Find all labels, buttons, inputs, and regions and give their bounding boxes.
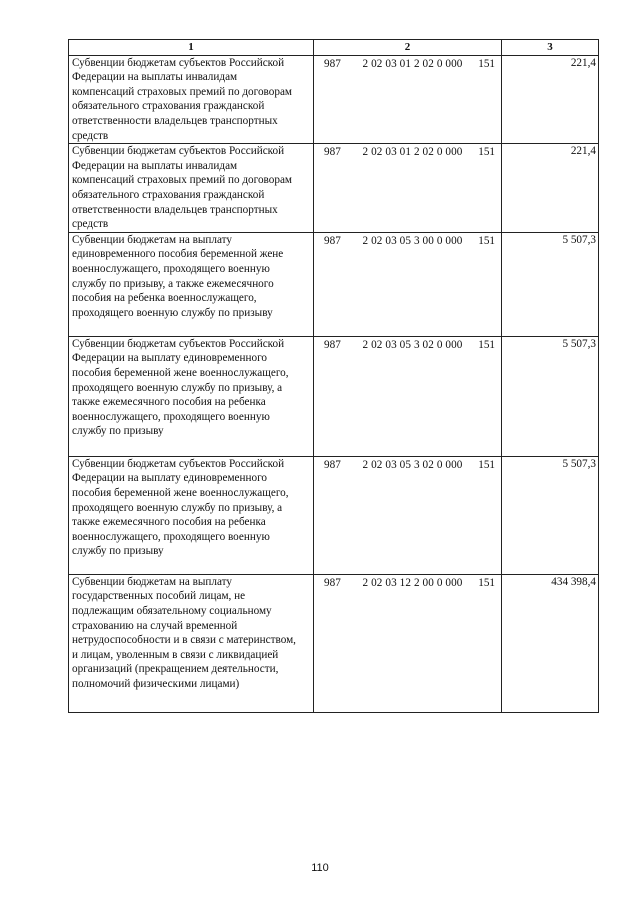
row-amount: 434 398,4 (502, 574, 599, 712)
table-row (69, 144, 599, 233)
row-amount: 5 507,3 (502, 456, 599, 574)
row-description: Субвенции бюджетам субъектов Российской Федерации на выплаты инвалидам компенсаций страховых премий по договорам обязательного страхования гражданской ответственности владельцев транспортных средств (69, 144, 314, 233)
admin-code: 987 (324, 576, 341, 589)
budget-classification-code: 2 02 03 05 3 02 0 000 (362, 458, 463, 471)
row-description: Субвенции бюджетам на выплату государственных пособий лицам, не подлежащим обязательному социальному страхованию на случай временной нетрудоспособности и в связи с материнством, и лицам, уволенным в связи с ликвидацией организаций (прекращением деятельности, полномочий физическими лицами) (69, 574, 314, 712)
table-row (69, 574, 599, 712)
row-code-cell (314, 232, 502, 336)
header-row (69, 40, 599, 56)
row-amount: 221,4 (502, 55, 599, 144)
kosgu-code: 151 (478, 338, 495, 351)
budget-classification-code: 2 02 03 05 3 00 0 000 (362, 234, 463, 247)
kosgu-code: 151 (478, 576, 495, 589)
budget-classification-code: 2 02 03 12 2 00 0 000 (362, 576, 463, 589)
row-description: Субвенции бюджетам субъектов Российской Федерации на выплату единовременного пособия беременной жене военнослужащего, проходящего военную службу по призыву, а также ежемесячного пособия на ребенка военнослужащего, проходящего военную службу по призыву (69, 456, 314, 574)
kosgu-code: 151 (478, 57, 495, 70)
row-description: Субвенции бюджетам на выплату единовременного пособия беременной жене военнослужащего, проходящего военную службу по призыву, а также ежемесячного пособия на ребенка военнослужащего, проходящего военную службу по призыву (69, 232, 314, 336)
row-amount: 221,4 (502, 144, 599, 233)
kosgu-code: 151 (478, 458, 495, 471)
budget-classification-code: 2 02 03 05 3 02 0 000 (362, 338, 463, 351)
row-code-cell (314, 456, 502, 574)
row-amount: 5 507,3 (502, 336, 599, 456)
table-row (69, 456, 599, 574)
admin-code: 987 (324, 338, 341, 351)
budget-classification-code: 2 02 03 01 2 02 0 000 (362, 146, 463, 159)
row-code-cell (314, 574, 502, 712)
row-code-cell (314, 55, 502, 144)
admin-code: 987 (324, 146, 341, 159)
subvention-table (68, 39, 599, 713)
table-row (69, 336, 599, 456)
row-code-cell (314, 336, 502, 456)
table-row (69, 232, 599, 336)
row-description: Субвенции бюджетам субъектов Российской Федерации на выплаты инвалидам компенсаций страховых премий по договорам обязательного страхования гражданской ответственности владельцев транспортных средств (69, 55, 314, 144)
column-header-1: 1 (69, 40, 314, 56)
admin-code: 987 (324, 234, 341, 247)
admin-code: 987 (324, 458, 341, 471)
kosgu-code: 151 (478, 234, 495, 247)
page-number: 110 (311, 862, 329, 874)
table-row (69, 55, 599, 144)
row-description: Субвенции бюджетам субъектов Российской Федерации на выплату единовременного пособия беременной жене военнослужащего, проходящего военную службу по призыву, а также ежемесячного пособия на ребенка военнослужащего, проходящего военную службу по призыву (69, 336, 314, 456)
row-amount: 5 507,3 (502, 232, 599, 336)
column-header-3: 3 (502, 40, 599, 56)
kosgu-code: 151 (478, 146, 495, 159)
admin-code: 987 (324, 57, 341, 70)
row-code-cell (314, 144, 502, 233)
column-header-2: 2 (314, 40, 502, 56)
budget-classification-code: 2 02 03 01 2 02 0 000 (362, 57, 463, 70)
